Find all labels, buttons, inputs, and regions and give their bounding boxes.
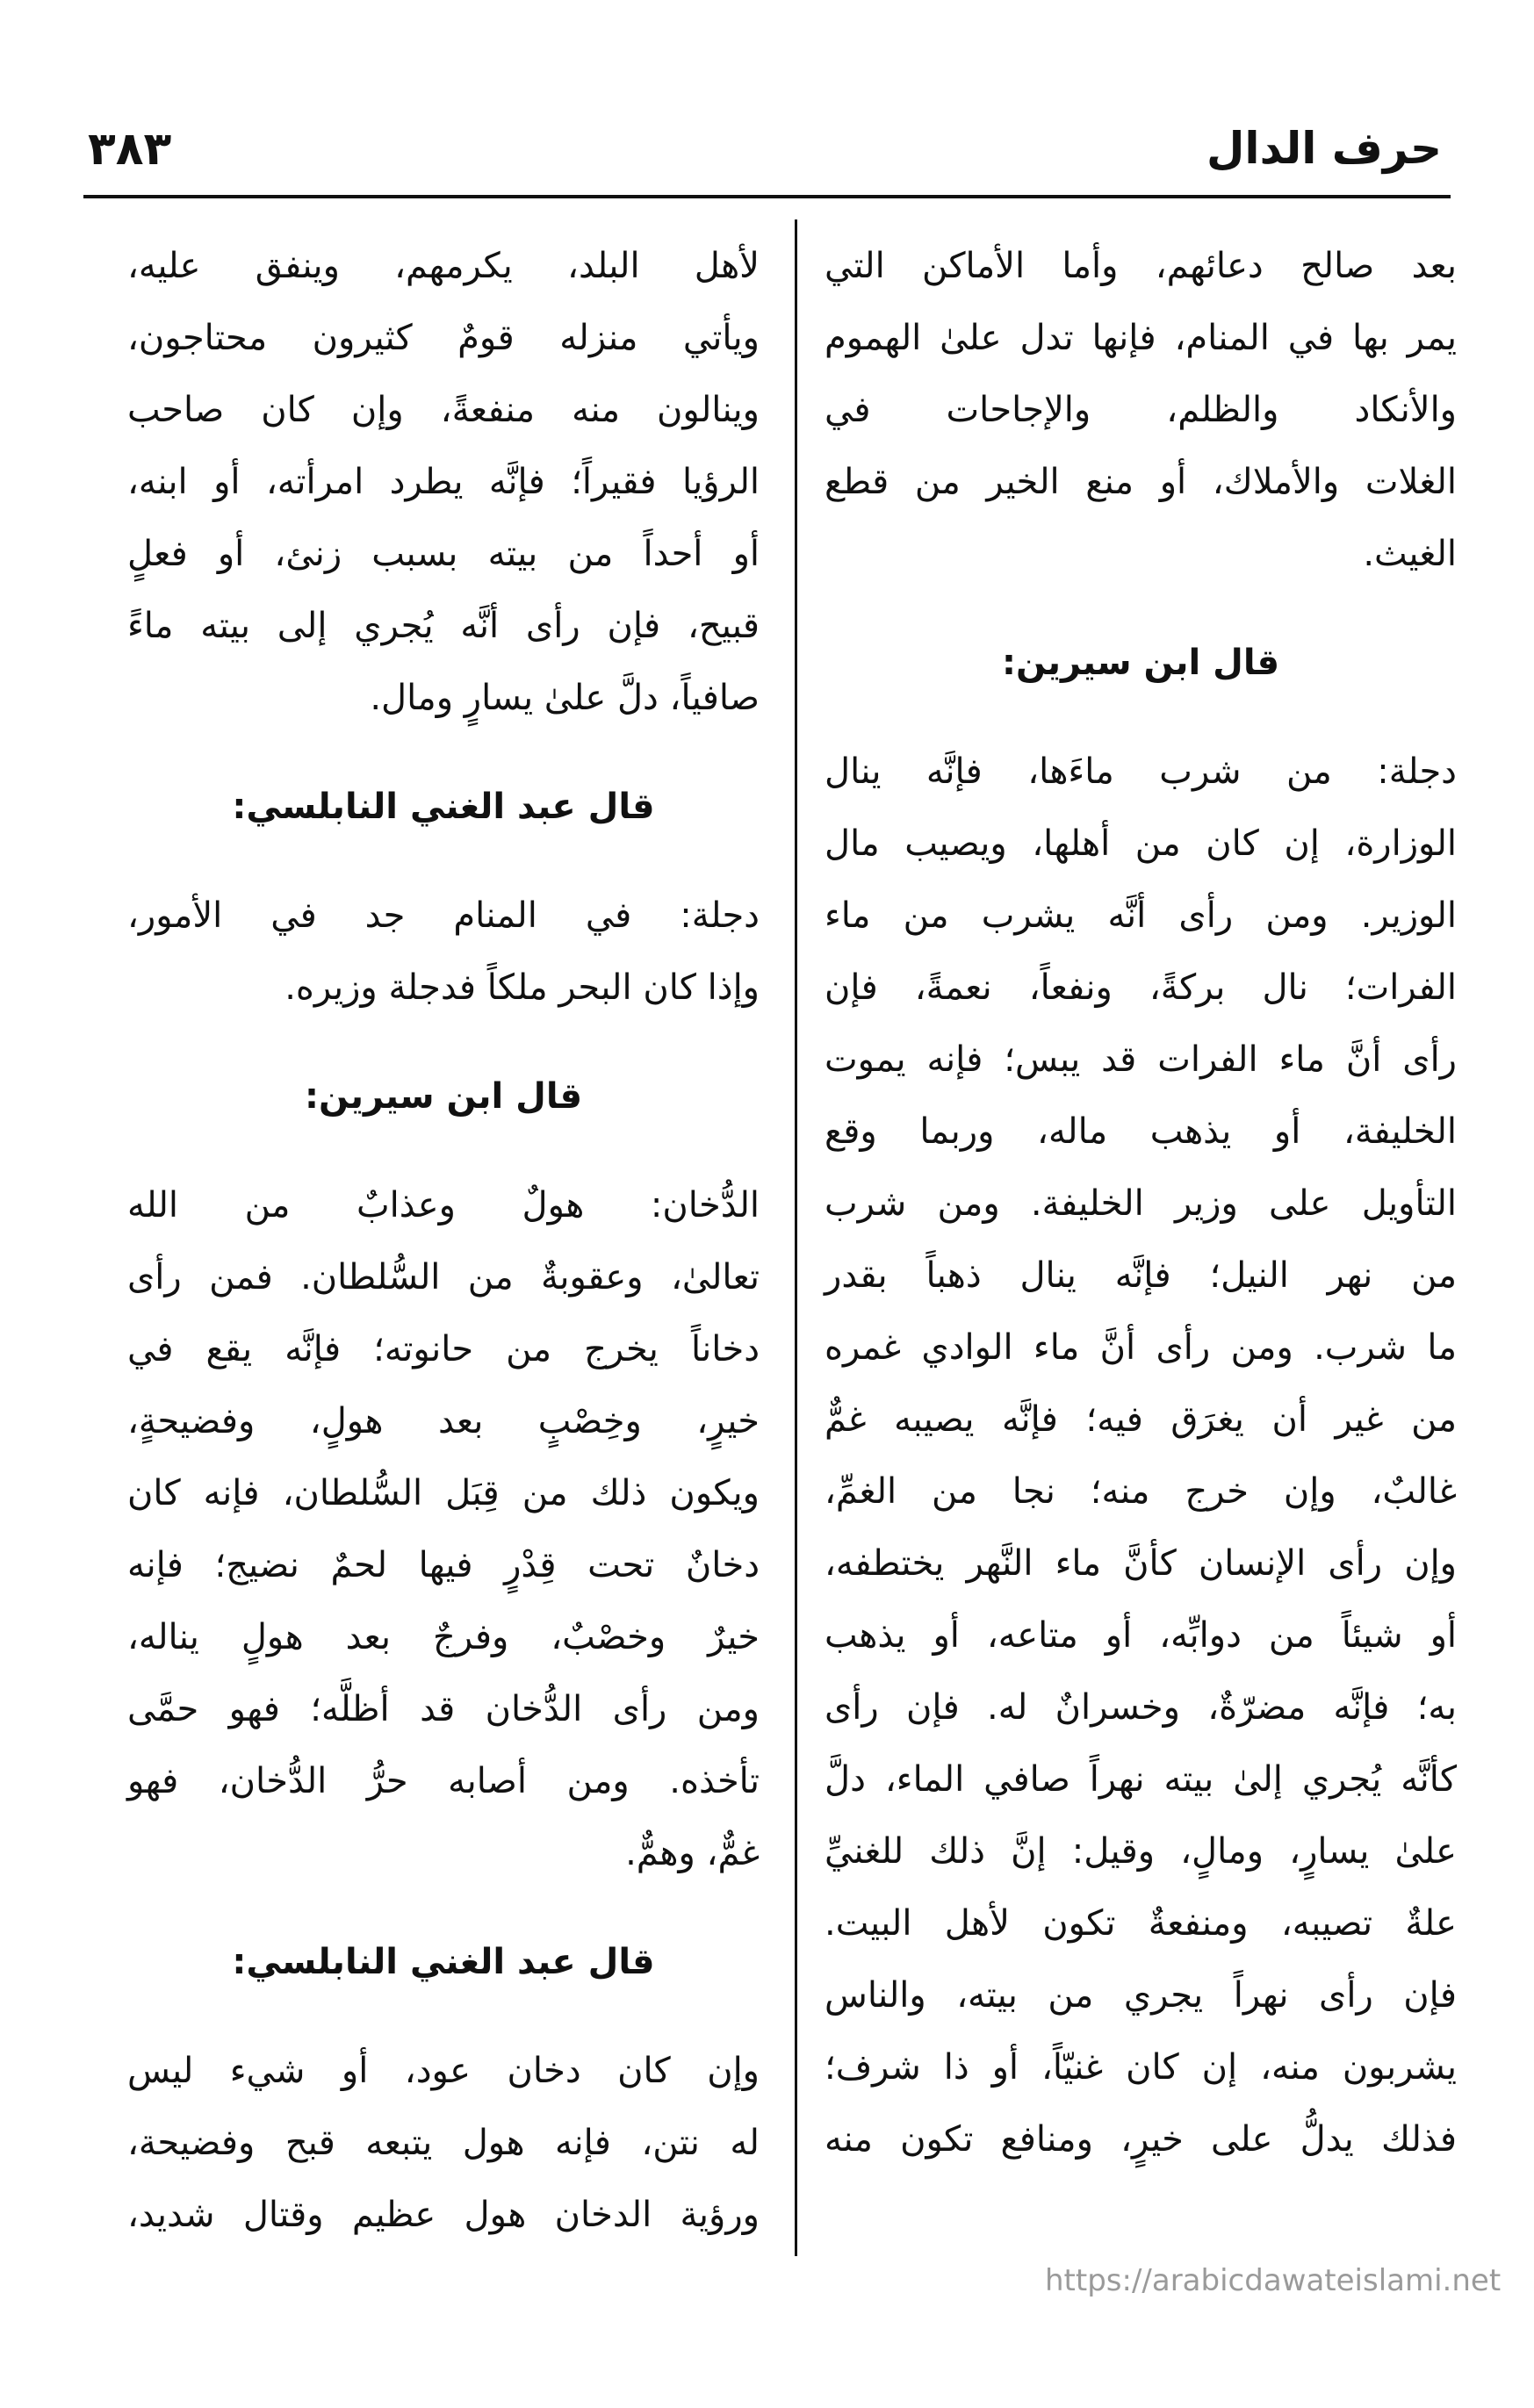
text-line: رأى أنَّ ماء الفرات قد يبس؛ فإنه يموت — [825, 1039, 1457, 1080]
page-number: ٣٨٣ — [88, 123, 172, 176]
text-line: به؛ فإنَّه مضرّةٌ، وخسرانٌ له. فإن رأى — [825, 1687, 1457, 1728]
header-rule — [83, 195, 1451, 198]
paragraph — [127, 880, 760, 1024]
text-line: وإن رأى الإنسان كأنَّ ماء النَّهر يختطفه، — [825, 1543, 1457, 1584]
text-line: ورؤية الدخان هول عظيم وقتال شديد، — [127, 2195, 760, 2235]
text-line: بعد صالح دعائهم، وأما الأماكن التي — [825, 246, 1457, 286]
text-line: والأنكاد والظلم، والإجاحات في — [825, 390, 1457, 430]
paragraph — [127, 1169, 760, 1889]
text-line: الوزارة، إن كان من أهلها، ويصيب مال — [825, 823, 1457, 864]
running-header-title: حرف الدال — [1206, 123, 1442, 174]
text-line: من نهر النيل؛ فإنَّه ينال ذهباً بقدر — [825, 1255, 1457, 1296]
text-line: الفرات؛ نال بركةً، ونفعاً، نعمةً، فإن — [825, 967, 1457, 1008]
text-line: فإن رأى نهراً يجري من بيته، والناس — [825, 1975, 1457, 2016]
text-line: تعالىٰ، وعقوبةٌ من السُّلطان. فمن رأى — [127, 1257, 760, 1297]
heading-text: قال ابن سيرين: — [1001, 643, 1280, 683]
text-line: له نتن، فإنه هول يتبعه قبح وفضيحة، — [127, 2123, 760, 2163]
text-line: دخاناً يخرج من حانوته؛ فإنَّه يقع في — [127, 1329, 760, 1369]
text-line: خيرٌ وخصْبٌ، وفرجٌ بعد هولٍ يناله، — [127, 1617, 760, 1657]
text-line: دجلة: من شرب ماءَها، فإنَّه ينال — [825, 751, 1457, 792]
text-line: الدُّخان: هولٌ وعذابٌ من الله — [127, 1185, 760, 1226]
left-column — [127, 230, 760, 2251]
column-divider — [795, 219, 797, 2256]
text-line: من غير أن يغرَق فيه؛ فإنَّه يصيبه غمٌّ — [825, 1399, 1457, 1440]
text-line: صافياً، دلَّ علىٰ يسارٍ ومال. — [370, 678, 760, 718]
text-line: تأخذه. ومن أصابه حرُّ الدُّخان، فهو — [127, 1761, 760, 1801]
section-heading — [127, 1060, 760, 1132]
text-line: ما شرب. ومن رأى أنَّ ماء الوادي غمره — [825, 1327, 1457, 1368]
text-line: كأنَّه يُجري إلىٰ بيته نهراً صافي الماء، دلَّ — [825, 1759, 1457, 1800]
text-line: وإذا كان البحر ملكاً فدجلة وزيره. — [284, 967, 760, 1008]
paragraph — [825, 736, 1457, 2175]
text-line: قبيح، فإن رأى أنَّه يُجري إلى بيته ماءً — [127, 606, 760, 646]
text-line: دجلة: في المنام جد في الأمور، — [127, 895, 760, 936]
text-line: وإن كان دخان عود، أو شيء ليس — [127, 2051, 760, 2091]
text-line: فذلك يدلُّ على خيرٍ، ومنافع تكون منه — [825, 2119, 1457, 2160]
paragraph — [825, 230, 1457, 590]
text-line: دخانٌ تحت قِدْرٍ فيها لحمٌ نضيج؛ فإنه — [127, 1545, 760, 1585]
text-line: يمر بها في المنام، فإنها تدل علىٰ الهموم — [825, 318, 1457, 358]
right-column — [825, 230, 1457, 2175]
text-line: الغلات والأملاك، أو منع الخير من قطع — [825, 462, 1457, 502]
text-line: يشربون منه، إن كان غنيّاً، أو ذا شرف؛ — [825, 2047, 1457, 2088]
text-line: غالبٌ، وإن خرج منه؛ نجا من الغمِّ، — [825, 1471, 1457, 1512]
text-line: ويأتي منزله قومٌ كثيرون محتاجون، — [127, 318, 760, 358]
text-line: علةٌ تصيبه، ومنفعةٌ تكون لأهل البيت. — [825, 1903, 1457, 1944]
text-line: الوزير. ومن رأى أنَّه يشرب من ماء — [825, 895, 1457, 936]
text-line: الغيث. — [1363, 534, 1457, 574]
text-line: خيرٍ، وخِصْبٍ بعد هولٍ، وفضيحةٍ، — [127, 1401, 760, 1441]
text-line: ومن رأى الدُّخان قد أظلَّه؛ فهو حمَّى — [127, 1689, 760, 1729]
section-heading — [127, 771, 760, 843]
text-line: وينالون منه منفعةً، وإن كان صاحب — [127, 390, 760, 430]
text-line: الرؤيا فقيراً؛ فإنَّه يطرد امرأته، أو ابنه، — [127, 462, 760, 502]
heading-text: قال ابن سيرين: — [304, 1076, 583, 1117]
text-line: لأهل البلد، يكرمهم، وينفق عليه، — [127, 246, 760, 286]
text-line: علىٰ يسارٍ، ومالٍ، وقيل: إنَّ ذلك للغنيِّ — [825, 1831, 1457, 1872]
heading-text: قال عبد الغني النابلسي: — [232, 787, 655, 827]
text-line: التأويل على وزير الخليفة. ومن شرب — [825, 1183, 1457, 1224]
paragraph — [127, 230, 760, 734]
text-line: ويكون ذلك من قِبَل السُّلطان، فإنه كان — [127, 1473, 760, 1513]
paragraph — [127, 2035, 760, 2251]
section-heading — [127, 1926, 760, 1998]
watermark-url: https://arabicdawateislami.net — [1045, 2263, 1502, 2298]
text-line: الخليفة، أو يذهب ماله، وربما وقع — [825, 1111, 1457, 1152]
text-line: أو شيئاً من دوابِّه، أو متاعه، أو يذهب — [825, 1615, 1457, 1656]
section-heading — [825, 627, 1457, 699]
text-line: غمٌّ، وهمٌّ. — [625, 1833, 760, 1873]
heading-text: قال عبد الغني النابلسي: — [232, 1942, 655, 1982]
text-line: أو أحداً من بيته بسبب زنئ، أو فعلٍ — [127, 534, 760, 574]
